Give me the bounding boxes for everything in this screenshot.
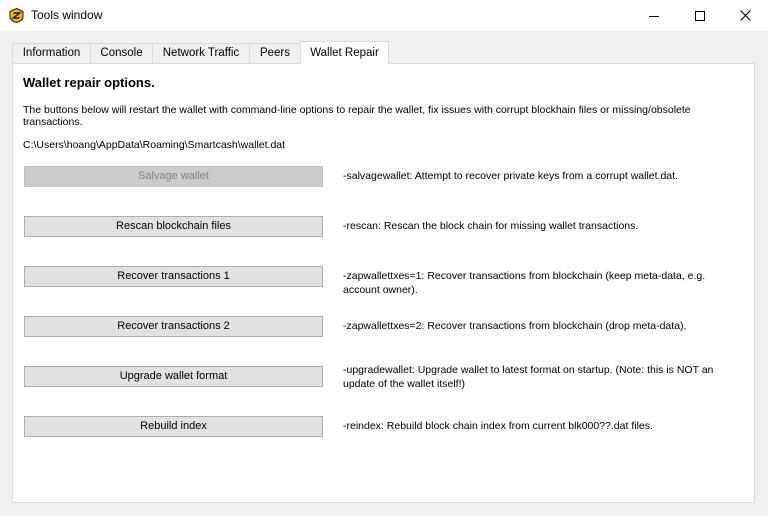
minimize-button[interactable] xyxy=(631,0,677,31)
maximize-button[interactable] xyxy=(677,0,723,31)
tab-network-traffic[interactable]: Network Traffic xyxy=(152,43,250,63)
smartcash-app-icon xyxy=(9,8,24,23)
tab-console[interactable]: Console xyxy=(90,43,153,63)
tab-information[interactable]: Information xyxy=(12,43,91,63)
salvage-wallet-description: -salvagewallet: Attempt to recover private keys from a corrupt wallet.dat. xyxy=(343,170,678,182)
maximize-icon xyxy=(695,11,705,21)
upgrade-wallet-format-button[interactable]: Upgrade wallet format xyxy=(24,366,323,387)
close-icon xyxy=(740,10,751,21)
wallet-path: C:\Users\hoang\AppData\Roaming\Smartcash\wallet.dat xyxy=(23,139,286,151)
minimize-icon xyxy=(649,11,659,21)
rebuild-index-button[interactable]: Rebuild index xyxy=(24,416,323,437)
tab-wallet-repair[interactable]: Wallet Repair xyxy=(300,41,389,64)
recover-transactions-2-button[interactable]: Recover transactions 2 xyxy=(24,316,323,337)
recover-transactions-1-description: -zapwallettxes=1: Recover transactions from blockchain (keep meta-data, e.g. account owner). xyxy=(343,270,706,296)
wallet-repair-panel xyxy=(12,63,755,503)
rescan-blockchain-button[interactable]: Rescan blockchain files xyxy=(24,216,323,237)
title-bar xyxy=(0,0,768,31)
upgrade-wallet-description: -upgradewallet: Upgrade wallet to latest format on startup. (Note: this is NOT an update of the wallet itself!) xyxy=(343,364,714,390)
close-button[interactable] xyxy=(722,0,768,31)
recover-transactions-1-button[interactable]: Recover transactions 1 xyxy=(24,266,323,287)
salvage-wallet-button[interactable]: Salvage wallet xyxy=(24,166,323,187)
rebuild-index-description: -reindex: Rebuild block chain index from current blk000??.dat files. xyxy=(343,420,653,432)
rescan-description: -rescan: Rescan the block chain for missing wallet transactions. xyxy=(343,220,639,232)
repair-description: The buttons below will restart the wallet with command-line options to repair the wallet, fix issues with corrupt blockhain files or missing/obsolete transactions. xyxy=(23,104,691,128)
window-title: Tools window xyxy=(31,8,103,22)
recover-transactions-2-description: -zapwallettxes=2: Recover transactions from blockchain (drop meta-data). xyxy=(343,320,687,332)
tab-peers[interactable]: Peers xyxy=(249,43,301,63)
page-title: Wallet repair options. xyxy=(23,75,155,90)
